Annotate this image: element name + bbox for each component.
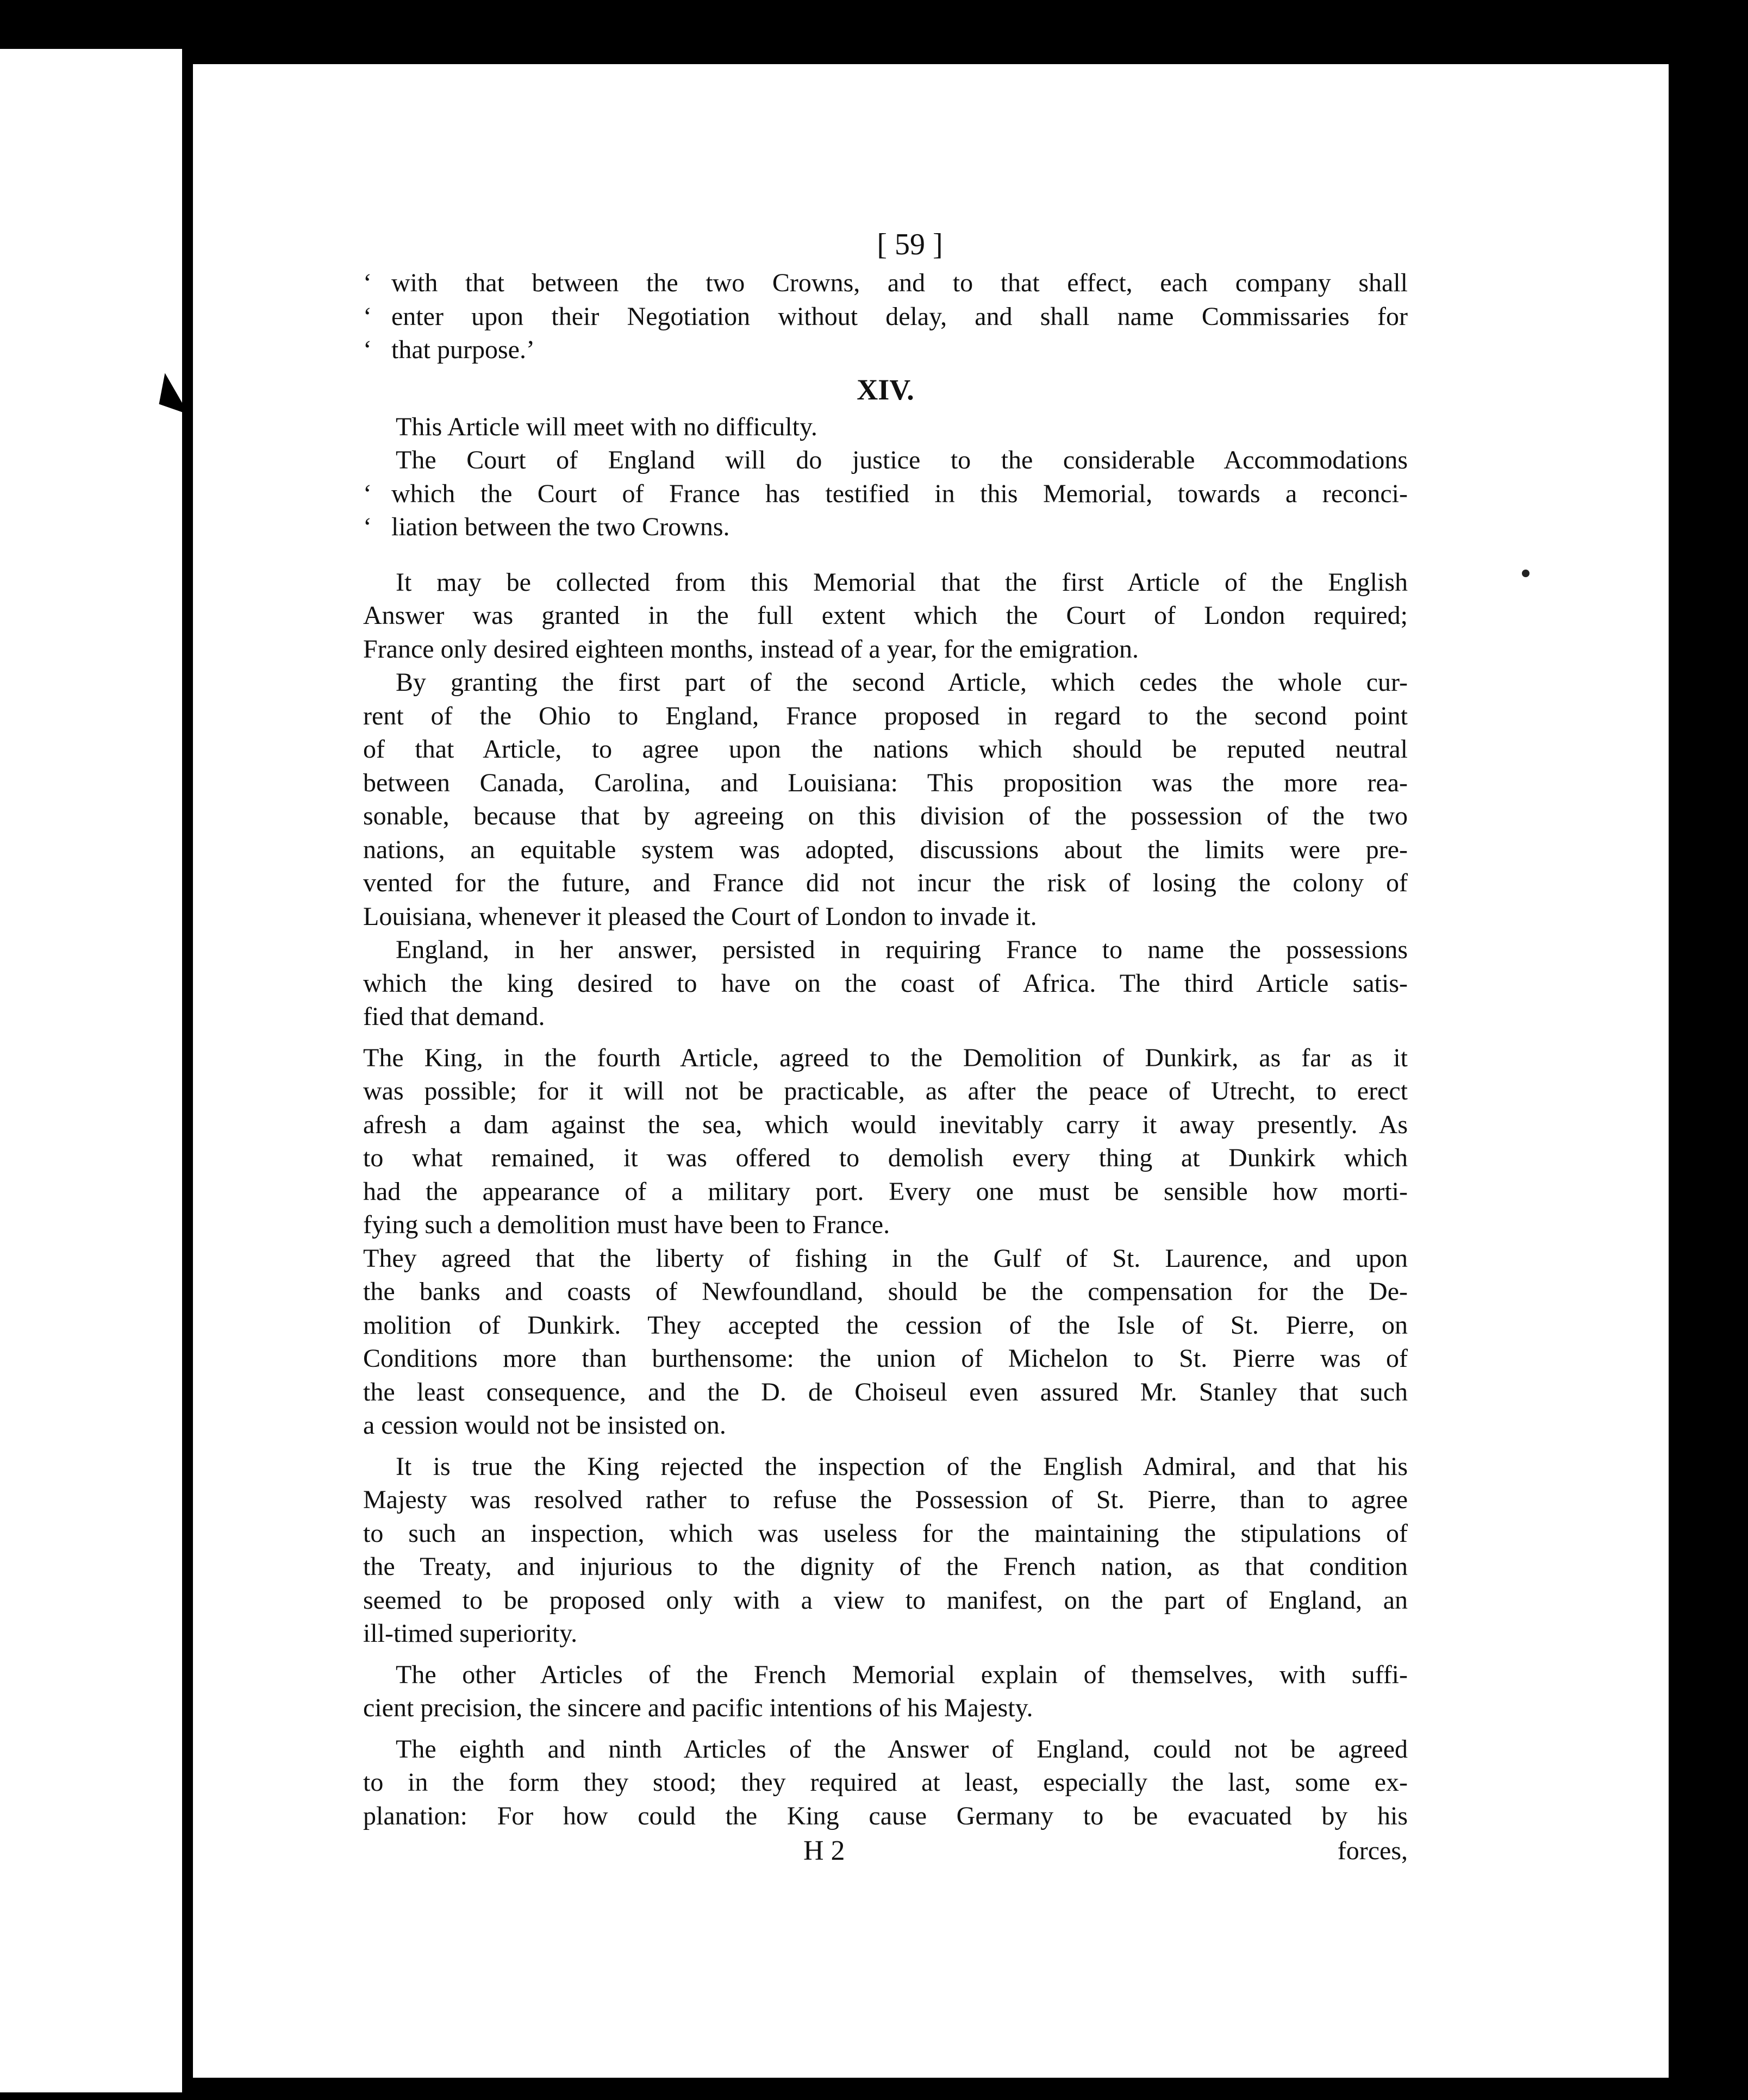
paragraph-line: vented for the future, and France did not incur the risk of losing the colony of	[363, 868, 1408, 897]
catchword: forces,	[1337, 1836, 1408, 1865]
section-heading: XIV.	[857, 373, 914, 406]
paragraph-line: of that Article, to agree upon the nations which should be reputed neutral	[363, 735, 1408, 764]
paragraph-gap	[363, 1034, 1408, 1041]
paragraph-line: They agreed that the liberty of fishing in the Gulf of St. Laurence, and upon	[363, 1243, 1408, 1273]
paragraph-line: The other Articles of the French Memorial explain of themselves, with suffi-	[396, 1660, 1408, 1689]
facing-page-edge	[0, 49, 182, 2092]
article-quote-line: This Article will meet with no difficulty.	[396, 412, 817, 441]
paragraph-gap	[363, 1725, 1408, 1733]
paragraph-gap	[363, 1651, 1408, 1658]
paragraph-line: the Treaty, and injurious to the dignity of the French nation, as that condition	[363, 1552, 1408, 1581]
paragraph-line: to such an inspection, which was useless for the maintaining the stipulations of	[363, 1518, 1408, 1548]
paragraph-line: molition of Dunkirk. They accepted the cession of the Isle of St. Pierre, on	[363, 1310, 1408, 1340]
page-number: [ 59 ]	[877, 228, 943, 261]
paragraph-line: cient precision, the sincere and pacific intentions of his Majesty.	[363, 1693, 1033, 1722]
article-quote-line: The Court of England will do justice to the considerable Accommodations	[396, 446, 1408, 474]
paragraph-line: was possible; for it will not be practicable, as after the peace of Utrecht, to erect	[363, 1077, 1408, 1105]
paragraph-line: The King, in the fourth Article, agreed to the Demolition of Dunkirk, as far as it	[363, 1043, 1408, 1072]
paragraph-line: planation: For how could the King cause Germany to be evacuated by his	[363, 1801, 1408, 1830]
paragraph-line: Answer was granted in the full extent which the Court of London required;	[363, 601, 1408, 630]
page-footer	[363, 1834, 1408, 1868]
quote-line: ‘ with that between the two Crowns, and to that effect, each company shall	[363, 266, 1408, 300]
paragraph-line: Louisiana, whenever it pleased the Court of London to invade it.	[363, 902, 1037, 931]
paragraph-line: England, in her answer, persisted in requiring France to name the possessions	[396, 935, 1408, 964]
paragraph-gap	[363, 544, 1408, 566]
paragraph-line: fying such a demolition must have been to France.	[363, 1210, 890, 1239]
paragraph-line: By granting the first part of the second Article, which cedes the whole cur-	[396, 668, 1408, 697]
paragraph-line: sonable, because that by agreeing on this division of the possession of the two	[363, 802, 1408, 830]
paragraph-line: a cession would not be insisted on.	[363, 1411, 726, 1440]
quote-line: ‘ enter upon their Negotiation without delay, and shall name Commissaries for	[363, 300, 1408, 334]
paragraph-line: between Canada, Carolina, and Louisiana: This proposition was the more rea-	[363, 768, 1408, 797]
paragraph-line: nations, an equitable system was adopted, discussions about the limits were pre-	[363, 835, 1408, 864]
paragraph-line: the least consequence, and the D. de Choiseul even assured Mr. Stanley that such	[363, 1377, 1408, 1407]
quote-line: ‘ that purpose.’	[363, 333, 1408, 367]
paragraph-line: France only desired eighteen months, instead of a year, for the emigration.	[363, 634, 1139, 664]
paragraph-line: the banks and coasts of Newfoundland, should be the compensation for the De-	[363, 1277, 1408, 1306]
paragraph-line: had the appearance of a military port. Every one must be sensible how morti-	[363, 1177, 1408, 1206]
paragraph-line: fied that demand.	[363, 1002, 545, 1031]
paragraph-line: It may be collected from this Memorial that the first Article of the English	[396, 567, 1408, 597]
paragraph-line: seemed to be proposed only with a view to manifest, on the part of England, an	[363, 1585, 1408, 1615]
paragraph-line: to in the form they stood; they required at least, especially the last, some ex-	[363, 1768, 1408, 1797]
page-text	[363, 223, 1408, 1868]
paragraph-gap	[363, 1442, 1408, 1450]
paragraph-line: Conditions more than burthensome: the union of Michelon to St. Pierre was of	[363, 1344, 1408, 1373]
article-quote-line: ‘ liation between the two Crowns.	[363, 510, 1408, 544]
article-quote-line: ‘ which the Court of France has testified in this Memorial, towards a reconci-	[363, 477, 1408, 511]
paragraph-line: It is true the King rejected the inspection of the English Admiral, and that his	[396, 1452, 1408, 1481]
paragraph-line: which the king desired to have on the coast of Africa. The third Article satis-	[363, 968, 1408, 998]
paragraph-line: rent of the Ohio to England, France proposed in regard to the second point	[363, 701, 1408, 730]
paragraph-line: Majesty was resolved rather to refuse the Possession of St. Pierre, than to agree	[363, 1485, 1408, 1514]
ink-speck	[1522, 570, 1530, 577]
paragraph-line: ill-timed superiority.	[363, 1619, 578, 1648]
paragraph-line: The eighth and ninth Articles of the Answer of England, could not be agreed	[396, 1734, 1408, 1764]
paragraph-line: to what remained, it was offered to demolish every thing at Dunkirk which	[363, 1143, 1408, 1172]
signature-mark: H 2	[803, 1835, 845, 1866]
paragraph-line: afresh a dam against the sea, which would inevitably carry it away presently. As	[363, 1110, 1408, 1139]
